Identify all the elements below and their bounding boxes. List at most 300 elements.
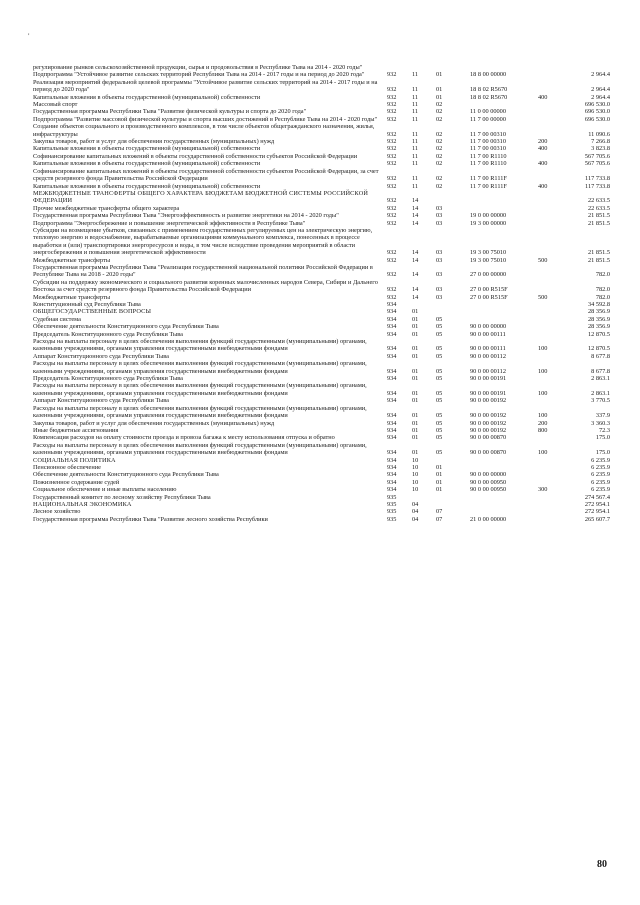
amount: 22 633.5 bbox=[587, 197, 610, 205]
amount: 337.9 bbox=[595, 412, 610, 420]
target-article-code: 90 0 00 00870 bbox=[470, 449, 507, 457]
table-row bbox=[0, 294, 640, 301]
table-row bbox=[0, 183, 640, 190]
amount: 567 705.6 bbox=[584, 152, 610, 160]
row-description: Закупка товаров, работ и услуг для обеспечения государственных (муниципальных) нужд bbox=[33, 138, 275, 146]
table-row bbox=[0, 494, 640, 501]
section-code: 01 bbox=[412, 352, 419, 360]
ministry-code: 932 bbox=[387, 286, 397, 294]
target-article-code: 90 0 00 00870 bbox=[470, 434, 507, 442]
subsection-code: 01 bbox=[436, 478, 443, 486]
subsection-code: 01 bbox=[436, 86, 443, 94]
table-row bbox=[0, 420, 640, 427]
row-description: Капитальные вложения в объекты государственной (муниципальной) собственности bbox=[33, 145, 261, 153]
row-description: Реализация мероприятий федеральной целевой программы "Устойчивое развитие сельских территорий на 2014 - 2017 годы и на период до 2020 года" bbox=[33, 78, 378, 94]
ministry-code: 932 bbox=[387, 86, 397, 94]
row-description: Судебная система bbox=[33, 315, 81, 323]
target-article-code: 90 0 00 00192 bbox=[470, 419, 507, 427]
target-article-code: 18 8 02 R5670 bbox=[470, 86, 508, 94]
expense-type-code: 100 bbox=[538, 367, 548, 375]
table-row bbox=[0, 331, 640, 338]
row-description: Конституционный суд Республики Тыва bbox=[33, 301, 141, 308]
ministry-code: 934 bbox=[387, 301, 397, 308]
section-code: 04 bbox=[412, 500, 419, 508]
table-row bbox=[0, 264, 640, 279]
amount: 3 770.5 bbox=[591, 397, 610, 405]
amount: 696 530.0 bbox=[584, 108, 610, 116]
amount: 21 851.5 bbox=[587, 212, 610, 220]
section-code: 11 bbox=[412, 160, 419, 168]
ministry-code: 932 bbox=[387, 212, 397, 220]
table-row bbox=[0, 486, 640, 493]
table-row bbox=[0, 168, 640, 183]
target-article-code: 90 0 00 00111 bbox=[470, 345, 506, 353]
target-article-code: 90 0 00 00000 bbox=[470, 323, 507, 331]
row-description: Межбюджетные трансферты bbox=[33, 293, 111, 301]
section-code: 01 bbox=[412, 397, 419, 405]
target-article-code: 11 0 00 00000 bbox=[470, 108, 506, 116]
target-article-code: 90 0 00 00191 bbox=[470, 375, 507, 383]
target-article-code: 19 3 00 75010 bbox=[470, 249, 507, 257]
row-description: Прочие межбюджетные трансферты общего характера bbox=[33, 204, 180, 212]
subsection-code: 05 bbox=[436, 389, 443, 397]
table-row bbox=[0, 108, 640, 115]
amount: 2 863.1 bbox=[591, 389, 610, 397]
section-code: 14 bbox=[412, 249, 419, 257]
subsection-code: 02 bbox=[436, 152, 443, 160]
subsection-code: 05 bbox=[436, 426, 443, 434]
subsection-code: 03 bbox=[436, 212, 443, 220]
amount: 21 851.5 bbox=[587, 256, 610, 264]
table-row bbox=[0, 501, 640, 508]
section-code: 14 bbox=[412, 293, 419, 301]
subsection-code: 02 bbox=[436, 175, 443, 183]
amount: 272 954.1 bbox=[584, 500, 610, 508]
table-row bbox=[0, 360, 640, 375]
target-article-code: 90 0 00 00111 bbox=[470, 330, 506, 338]
subsection-code: 03 bbox=[436, 256, 443, 264]
row-description: Подпрограмма "Устойчивое развитие сельских территорий Республики Тыва на 2014 - 2017 годы и на период до 2020 года" bbox=[33, 71, 365, 79]
target-article-code: 27 0 00 R515F bbox=[470, 286, 508, 294]
table-row bbox=[0, 427, 640, 434]
subsection-code: 02 bbox=[436, 182, 443, 190]
section-code: 11 bbox=[412, 93, 419, 101]
expense-type-code: 200 bbox=[538, 138, 548, 146]
section-code: 11 bbox=[412, 130, 419, 138]
table-row bbox=[0, 64, 640, 71]
section-code: 01 bbox=[412, 419, 419, 427]
section-code: 14 bbox=[412, 197, 419, 205]
table-row bbox=[0, 405, 640, 420]
table-row bbox=[0, 479, 640, 486]
table-row bbox=[0, 338, 640, 353]
amount: 28 356.9 bbox=[587, 323, 610, 331]
ministry-code: 934 bbox=[387, 323, 397, 331]
target-article-code: 90 0 00 00192 bbox=[470, 426, 507, 434]
subsection-code: 05 bbox=[436, 352, 443, 360]
ministry-code: 934 bbox=[387, 308, 397, 316]
amount: 6 235.9 bbox=[591, 471, 610, 479]
row-description: Софинансирование капитальных вложений в объекты государственной собственности субъектов Российской Федерации, за счет средств резервного фонда Правительства Российской Федерации bbox=[33, 167, 379, 183]
subsection-code: 05 bbox=[436, 375, 443, 383]
expense-type-code: 100 bbox=[538, 345, 548, 353]
section-code: 01 bbox=[412, 375, 419, 383]
section-code: 01 bbox=[412, 345, 419, 353]
table-row bbox=[0, 516, 640, 523]
row-description: Компенсация расходов на оплату стоимости проезда и провоза багажа к месту использования отпуска и обратно bbox=[33, 434, 335, 442]
expense-type-code: 100 bbox=[538, 449, 548, 457]
subsection-code: 02 bbox=[436, 130, 443, 138]
amount: 272 954.1 bbox=[584, 508, 610, 516]
table-row bbox=[0, 220, 640, 227]
table-row bbox=[0, 279, 640, 294]
subsection-code: 05 bbox=[436, 449, 443, 457]
row-description: Государственная программа Республики Тыва "Развитие лесного хозяйства Республики bbox=[33, 515, 268, 523]
row-description: Создание объектов социального и производственного комплексов, в том числе объектов общегражданского назначения, жилья, инфраструктуры bbox=[33, 123, 375, 138]
row-description: Капитальные вложения в объекты государственной (муниципальной) собственности bbox=[33, 160, 261, 168]
row-description: НАЦИОНАЛЬНАЯ ЭКОНОМИКА bbox=[33, 500, 132, 508]
amount: 6 235.9 bbox=[591, 463, 610, 471]
section-code: 11 bbox=[412, 71, 419, 79]
subsection-code: 05 bbox=[436, 419, 443, 427]
target-article-code: 90 0 00 00000 bbox=[470, 471, 507, 479]
amount: 567 705.6 bbox=[584, 160, 610, 168]
subsection-code: 03 bbox=[436, 204, 443, 212]
table-row bbox=[0, 375, 640, 382]
amount: 6 235.9 bbox=[591, 486, 610, 494]
table-row bbox=[0, 190, 640, 205]
expense-type-code: 200 bbox=[538, 419, 548, 427]
subsection-code: 02 bbox=[436, 145, 443, 153]
target-article-code: 27 0 00 R515F bbox=[470, 293, 508, 301]
subsection-code: 01 bbox=[436, 471, 443, 479]
row-description: Массовый спорт bbox=[33, 101, 78, 109]
section-code: 10 bbox=[412, 463, 419, 471]
amount: 117 733.8 bbox=[585, 175, 610, 183]
row-description: Расходы на выплаты персоналу в целях обеспечения выполнения функций государственными (муниципальными) органами, казенными учреждениями, органами управления государственными внебюджетными фондами bbox=[33, 360, 367, 375]
target-article-code: 90 0 00 00191 bbox=[470, 389, 507, 397]
subsection-code: 03 bbox=[436, 286, 443, 294]
amount: 34 592.8 bbox=[587, 301, 610, 308]
table-row bbox=[0, 442, 640, 457]
row-description: Государственный комитет по лесному хозяйству Республики Тыва bbox=[33, 493, 211, 501]
budget-table bbox=[0, 64, 640, 523]
target-article-code: 90 0 00 00192 bbox=[470, 412, 507, 420]
ministry-code: 932 bbox=[387, 204, 397, 212]
amount: 274 567.4 bbox=[584, 493, 610, 501]
ministry-code: 934 bbox=[387, 352, 397, 360]
row-description: Аппарат Конституционного суда Республики Тыва bbox=[33, 352, 169, 360]
subsection-code: 01 bbox=[436, 486, 443, 494]
section-code: 01 bbox=[412, 330, 419, 338]
ministry-code: 932 bbox=[387, 93, 397, 101]
amount: 696 530.0 bbox=[584, 115, 610, 123]
section-code: 11 bbox=[412, 152, 419, 160]
subsection-code: 02 bbox=[436, 160, 443, 168]
ministry-code: 934 bbox=[387, 389, 397, 397]
subsection-code: 03 bbox=[436, 219, 443, 227]
ministry-code: 932 bbox=[387, 249, 397, 257]
amount: 8 677.8 bbox=[591, 367, 610, 375]
table-row bbox=[0, 116, 640, 123]
row-description: Подпрограмма "Развитие массовой физической культуры и спорта высших достижений в Республике Тыва на 2014 - 2020 годы" bbox=[33, 115, 378, 123]
ministry-code: 932 bbox=[387, 182, 397, 190]
subsection-code: 05 bbox=[436, 434, 443, 442]
section-code: 01 bbox=[412, 315, 419, 323]
ministry-code: 934 bbox=[387, 315, 397, 323]
ministry-code: 932 bbox=[387, 115, 397, 123]
section-code: 11 bbox=[412, 115, 419, 123]
row-description: Расходы на выплаты персоналу в целях обеспечения выполнения функций государственными (муниципальными) органами, казенными учреждениями, органами управления государственными внебюджетными фондами bbox=[33, 382, 367, 397]
table-row bbox=[0, 79, 640, 94]
amount: 21 851.5 bbox=[587, 219, 610, 227]
section-code: 14 bbox=[412, 256, 419, 264]
subsection-code: 02 bbox=[436, 115, 443, 123]
subsection-code: 01 bbox=[436, 71, 443, 79]
target-article-code: 18 8 00 00000 bbox=[470, 71, 507, 79]
amount: 8 677.8 bbox=[591, 352, 610, 360]
subsection-code: 02 bbox=[436, 101, 443, 109]
expense-type-code: 800 bbox=[538, 426, 548, 434]
expense-type-code: 100 bbox=[538, 389, 548, 397]
target-article-code: 11 7 00 R111F bbox=[470, 175, 507, 183]
section-code: 01 bbox=[412, 449, 419, 457]
table-row bbox=[0, 323, 640, 330]
section-code: 11 bbox=[412, 108, 419, 116]
subsection-code: 05 bbox=[436, 397, 443, 405]
ministry-code: 932 bbox=[387, 197, 397, 205]
section-code: 11 bbox=[412, 101, 419, 109]
section-code: 04 bbox=[412, 515, 419, 523]
subsection-code: 02 bbox=[436, 138, 443, 146]
section-code: 10 bbox=[412, 478, 419, 486]
ministry-code: 934 bbox=[387, 463, 397, 471]
table-row bbox=[0, 457, 640, 464]
table-row bbox=[0, 160, 640, 167]
row-description: Государственная программа Республики Тыва "Энергоэффективность и развитие энергетики на 2014 - 2020 годы" bbox=[33, 212, 339, 220]
ministry-code: 934 bbox=[387, 449, 397, 457]
amount: 175.0 bbox=[595, 449, 610, 457]
target-article-code: 11 7 00 00310 bbox=[470, 130, 506, 138]
section-code: 11 bbox=[412, 175, 419, 183]
section-code: 01 bbox=[412, 323, 419, 331]
amount: 22 633.5 bbox=[587, 204, 610, 212]
section-code: 14 bbox=[412, 212, 419, 220]
section-code: 14 bbox=[412, 271, 419, 279]
amount: 12 870.5 bbox=[587, 345, 610, 353]
table-row bbox=[0, 153, 640, 160]
ministry-code: 932 bbox=[387, 71, 397, 79]
section-code: 11 bbox=[412, 86, 419, 94]
subsection-code: 05 bbox=[436, 315, 443, 323]
amount: 7 266.8 bbox=[591, 138, 610, 146]
expense-type-code: 400 bbox=[538, 93, 548, 101]
ministry-code: 932 bbox=[387, 101, 397, 109]
target-article-code: 90 0 00 00950 bbox=[470, 478, 507, 486]
ministry-code: 934 bbox=[387, 412, 397, 420]
amount: 117 733.8 bbox=[585, 182, 610, 190]
target-article-code: 11 7 00 00310 bbox=[470, 138, 506, 146]
ministry-code: 932 bbox=[387, 175, 397, 183]
table-row bbox=[0, 471, 640, 478]
subsection-code: 03 bbox=[436, 249, 443, 257]
ministry-code: 932 bbox=[387, 152, 397, 160]
table-row bbox=[0, 71, 640, 78]
ministry-code: 932 bbox=[387, 130, 397, 138]
target-article-code: 90 0 00 00112 bbox=[470, 367, 506, 375]
section-code: 14 bbox=[412, 286, 419, 294]
target-article-code: 90 0 00 00192 bbox=[470, 397, 507, 405]
row-description: Закупка товаров, работ и услуг для обеспечения государственных (муниципальных) нужд bbox=[33, 419, 275, 427]
target-article-code: 90 0 00 00112 bbox=[470, 352, 506, 360]
table-row bbox=[0, 94, 640, 101]
table-row bbox=[0, 464, 640, 471]
subsection-code: 05 bbox=[436, 345, 443, 353]
row-description: Председатель Конституционного суда Республики Тыва bbox=[33, 330, 183, 338]
row-description: Обеспечение деятельности Конституционного суда Республики Тыва bbox=[33, 323, 219, 331]
ministry-code: 934 bbox=[387, 345, 397, 353]
subsection-code: 01 bbox=[436, 463, 443, 471]
amount: 2 863.1 bbox=[591, 375, 610, 383]
ministry-code: 932 bbox=[387, 256, 397, 264]
table-row bbox=[0, 212, 640, 219]
row-description: Капитальные вложения в объекты государственной (муниципальной) собственности bbox=[33, 182, 261, 190]
ministry-code: 932 bbox=[387, 108, 397, 116]
expense-type-code: 300 bbox=[538, 486, 548, 494]
ministry-code: 934 bbox=[387, 375, 397, 383]
section-code: 14 bbox=[412, 204, 419, 212]
table-row bbox=[0, 257, 640, 264]
amount: 696 530.0 bbox=[584, 101, 610, 109]
ministry-code: 934 bbox=[387, 330, 397, 338]
table-row bbox=[0, 308, 640, 315]
section-code: 04 bbox=[412, 508, 419, 516]
amount: 265 607.7 bbox=[584, 515, 610, 523]
subsection-code: 07 bbox=[436, 515, 443, 523]
row-description: Государственная программа Республики Тыва "Развитие физической культуры и спорта до 2020 года" bbox=[33, 108, 307, 116]
row-description: Капитальные вложения в объекты государственной (муниципальной) собственности bbox=[33, 93, 261, 101]
ministry-code: 934 bbox=[387, 367, 397, 375]
section-code: 11 bbox=[412, 182, 419, 190]
page-number: 80 bbox=[597, 859, 607, 870]
ministry-code: 932 bbox=[387, 145, 397, 153]
amount: 12 870.5 bbox=[587, 330, 610, 338]
target-article-code: 11 7 00 00310 bbox=[470, 145, 506, 153]
table-row bbox=[0, 145, 640, 152]
row-description: Расходы на выплаты персоналу в целях обеспечения выполнения функций государственными (муниципальными) органами, казенными учреждениями, органами управления государственными внебюджетными фондами bbox=[33, 441, 367, 457]
ministry-code: 932 bbox=[387, 160, 397, 168]
section-code: 01 bbox=[412, 367, 419, 375]
ministry-code: 935 bbox=[387, 515, 397, 523]
amount: 21 851.5 bbox=[587, 249, 610, 257]
row-description: Субсидии на возмещение убытков, связанных с применением государственных регулируемых цен на электрическую энергию, тепловую энергию и водоснабжение, вырабатываемые организациями коммунального комплекса, понесенных в процессе выработки и (или) транспортировки энергоресурсов и воды, в том числе вследствие проведения мероприятий в области энергосбережения и повышения энергетической эффективности bbox=[33, 226, 373, 257]
subsection-code: 03 bbox=[436, 293, 443, 301]
ministry-code: 934 bbox=[387, 434, 397, 442]
row-description: СОЦИАЛЬНАЯ ПОЛИТИКА bbox=[33, 456, 116, 464]
subsection-code: 05 bbox=[436, 412, 443, 420]
table-row bbox=[0, 123, 640, 138]
target-article-code: 90 0 00 00950 bbox=[470, 486, 507, 494]
table-row bbox=[0, 301, 640, 308]
table-row bbox=[0, 353, 640, 360]
expense-type-code: 400 bbox=[538, 160, 548, 168]
row-description: Софинансирование капитальных вложений в объекты государственной собственности субъектов Российской Федерации bbox=[33, 152, 358, 160]
row-description: МЕЖБЮДЖЕТНЫЕ ТРАНСФЕРТЫ ОБЩЕГО ХАРАКТЕРА БЮДЖЕТАМ БЮДЖЕТНОЙ СИСТЕМЫ РОССИЙСКОЙ ФЕДЕРАЦИИ bbox=[33, 189, 369, 205]
subsection-code: 05 bbox=[436, 330, 443, 338]
target-article-code: 19 0 00 00000 bbox=[470, 212, 507, 220]
section-code: 10 bbox=[412, 471, 419, 479]
subsection-code: 02 bbox=[436, 108, 443, 116]
section-code: 10 bbox=[412, 456, 419, 464]
ministry-code: 934 bbox=[387, 478, 397, 486]
section-code: 11 bbox=[412, 138, 419, 146]
subsection-code: 07 bbox=[436, 508, 443, 516]
expense-type-code: 400 bbox=[538, 145, 548, 153]
table-row bbox=[0, 382, 640, 397]
row-description: регулирование рынков сельскохозяйственной продукции, сырья и продовольствия в Республике Тыва на 2014 - 2020 годы" bbox=[33, 64, 363, 71]
table-row bbox=[0, 397, 640, 404]
ministry-code: 935 bbox=[387, 493, 397, 501]
amount: 2 964.4 bbox=[591, 93, 610, 101]
row-description: Аппарат Конституционного суда Республики Тыва bbox=[33, 397, 169, 405]
row-description: Иные бюджетные ассигнования bbox=[33, 426, 119, 434]
subsection-code: 03 bbox=[436, 271, 443, 279]
subsection-code: 05 bbox=[436, 367, 443, 375]
margin-mark: , bbox=[28, 30, 30, 36]
section-code: 01 bbox=[412, 389, 419, 397]
target-article-code: 21 0 00 00000 bbox=[470, 515, 507, 523]
ministry-code: 932 bbox=[387, 271, 397, 279]
amount: 28 356.9 bbox=[587, 315, 610, 323]
table-row bbox=[0, 101, 640, 108]
row-description: Социальное обеспечение и иные выплаты населению bbox=[33, 486, 177, 494]
row-description: Обеспечение деятельности Конституционного суда Республики Тыва bbox=[33, 471, 219, 479]
amount: 11 090.6 bbox=[588, 130, 610, 138]
ministry-code: 935 bbox=[387, 508, 397, 516]
amount: 782.0 bbox=[595, 286, 610, 294]
section-code: 01 bbox=[412, 426, 419, 434]
target-article-code: 11 7 00 00000 bbox=[470, 115, 506, 123]
ministry-code: 934 bbox=[387, 456, 397, 464]
row-description: Субсидии на поддержку экономического и социального развития коренных малочисленных народов Севера, Сибири и Дальнего Востока за счет средств резервного фонда Правительства Российской Федерации bbox=[33, 278, 378, 294]
target-article-code: 19 3 00 00000 bbox=[470, 219, 507, 227]
row-description: Пожизненное содержание судей bbox=[33, 478, 120, 486]
target-article-code: 11 7 00 R111F bbox=[470, 182, 507, 190]
amount: 3 823.8 bbox=[591, 145, 610, 153]
amount: 175.0 bbox=[595, 434, 610, 442]
subsection-code: 01 bbox=[436, 93, 443, 101]
section-code: 01 bbox=[412, 308, 419, 316]
row-description: Пенсионное обеспечение bbox=[33, 463, 101, 471]
row-description: Лесное хозяйство bbox=[33, 508, 81, 516]
amount: 782.0 bbox=[595, 293, 610, 301]
ministry-code: 934 bbox=[387, 471, 397, 479]
target-article-code: 18 8 02 R5670 bbox=[470, 93, 508, 101]
ministry-code: 934 bbox=[387, 486, 397, 494]
ministry-code: 934 bbox=[387, 419, 397, 427]
row-description: ОБЩЕГОСУДАРСТВЕННЫЕ ВОПРОСЫ bbox=[33, 308, 152, 316]
ministry-code: 934 bbox=[387, 426, 397, 434]
table-row bbox=[0, 205, 640, 212]
amount: 2 964.4 bbox=[591, 71, 610, 79]
amount: 28 356.9 bbox=[587, 308, 610, 316]
amount: 72.3 bbox=[598, 426, 610, 434]
section-code: 01 bbox=[412, 412, 419, 420]
amount: 6 235.9 bbox=[591, 478, 610, 486]
table-row bbox=[0, 227, 640, 257]
target-article-code: 11 7 00 R1110 bbox=[470, 152, 507, 160]
row-description: Межбюджетные трансферты bbox=[33, 256, 111, 264]
